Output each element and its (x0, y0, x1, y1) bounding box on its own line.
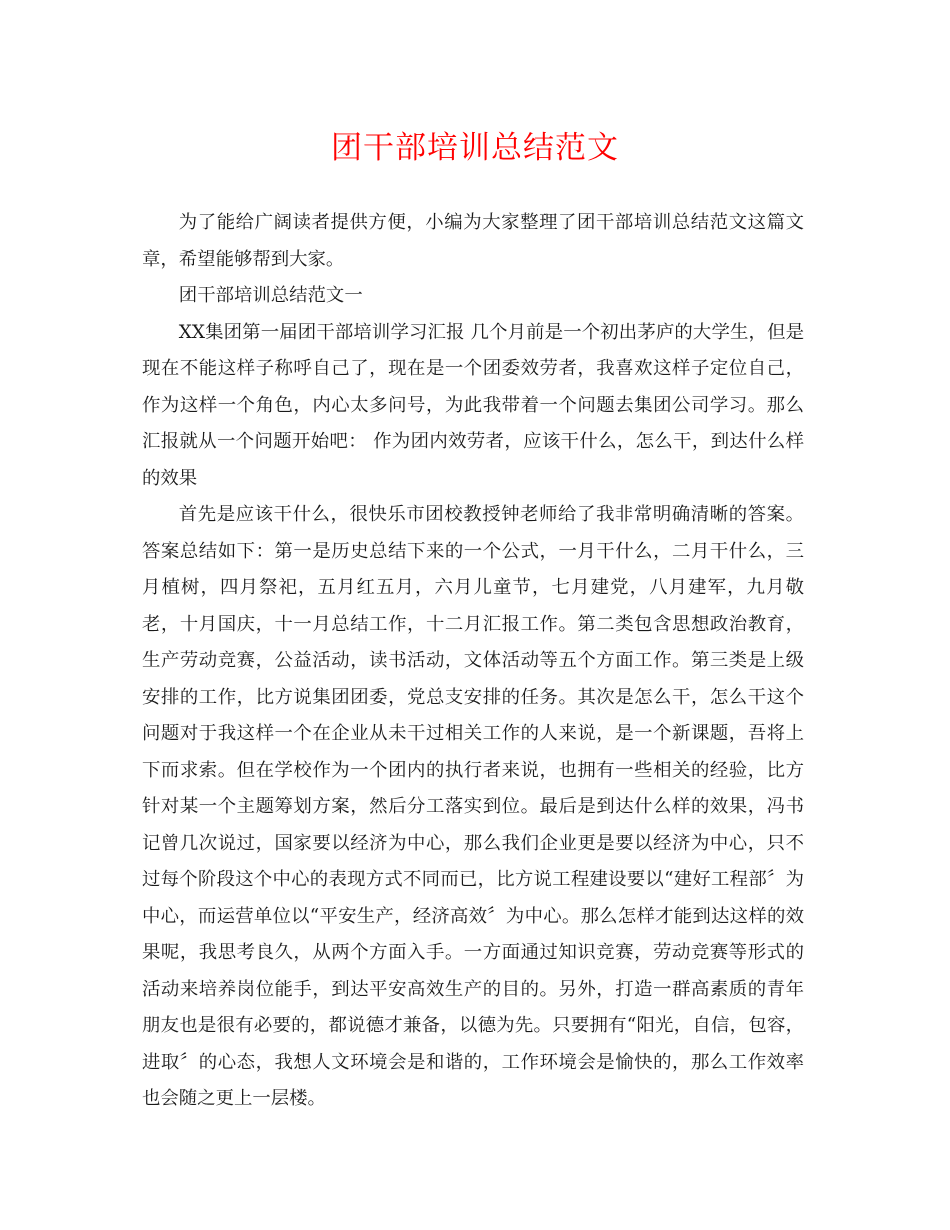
paragraph-report-body: 首先是应该干什么，很快乐市团校教授钟老师给了我非常明确清晰的答案。答案总结如下：第一是历史总结下来的一个公式，一月干什么，二月干什么，三月植树，四月祭祀，五月红五月，六月儿童节，七月建党，八月建军，九月敬老，十月国庆，十一月总结工作，十二月汇报工作。第二类包含思想政治教育，生产劳动竞赛，公益活动，读书活动，文体活动等五个方面工作。第三类是上级安排的工作，比方说集团团委，党总支安排的任务。其次是怎么干，怎么干这个问题对于我这样一个在企业从未干过相关工作的人来说，是一个新课题，吾将上下而求索。但在学校作为一个团内的执行者来说，也拥有一些相关的经验，比方针对某一个主题筹划方案，然后分工落实到位。最后是到达什么样的效果，冯书记曾几次说过，国家要以经济为中心，那么我们企业更是要以经济为中心，只不过每个阶段这个中心的表现方式不同而已，比方说工程建设要以“建好工程部〞为中心，而运营单位以“平安生产，经济高效〞为中心。那么怎样才能到达这样的效果呢，我思考良久，从两个方面入手。一方面通过知识竞赛，劳动竞赛等形式的活动来培养岗位能手，到达平安高效生产的目的。另外，打造一群高素质的青年朋友也是很有必要的，都说德才兼备，以德为先。只要拥有“阳光，自信，包容，进取〞的心态，我想人文环境会是和谐的，工作环境会是愉快的，那么工作效率也会随之更上一层楼。 (142, 504, 804, 1109)
page-title: 团干部培训总结范文 (331, 130, 619, 166)
paragraph-report-opening: XX集团第一届团干部培训学习汇报 几个月前是一个初出茅庐的大学生，但是现在不能这样子称呼自己了，现在是一个团委效劳者，我喜欢这样子定位自己，作为这样一个角色，内心太多问号，为此我带着一个问题去集团公司学习。那么汇报就从一个问题开始吧： 作为团内效劳者，应该干什么，怎么干，到达什么样的效果 (142, 321, 804, 489)
document-body (142, 205, 804, 1118)
paragraph-section-heading: 团干部培训总结范文一 (178, 285, 363, 306)
paragraph-intro: 为了能给广阔读者提供方便，小编为大家整理了团干部培训总结范文这篇文章，希望能够帮到大家。 (142, 212, 804, 270)
